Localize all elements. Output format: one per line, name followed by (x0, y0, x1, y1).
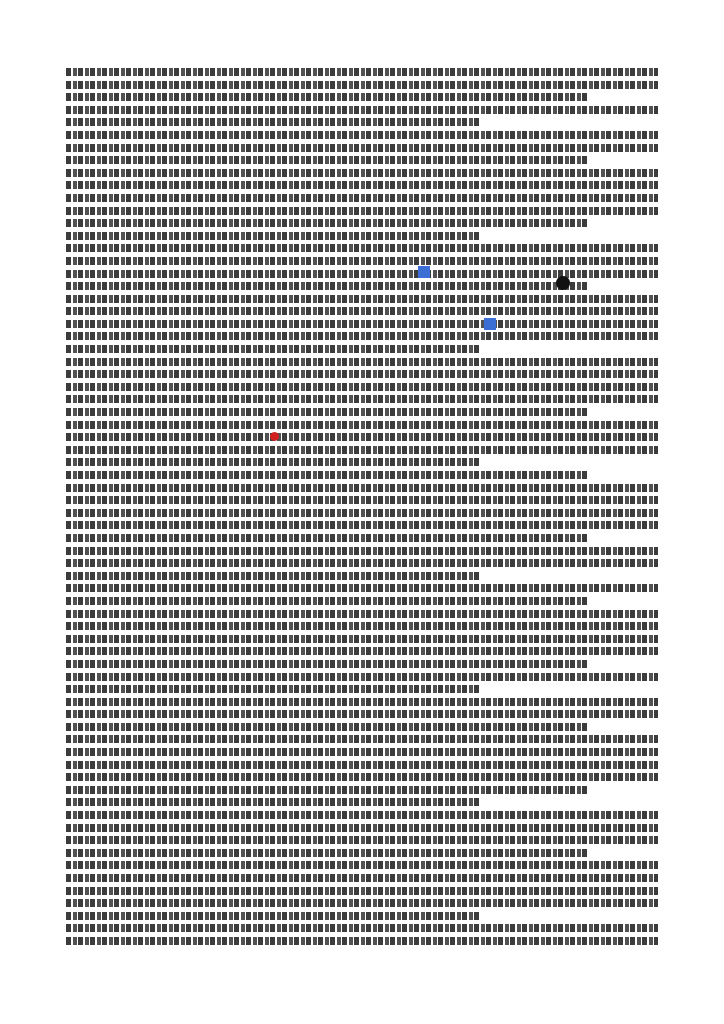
glyph-noise-line (66, 798, 480, 806)
glyph-noise-line (66, 572, 480, 580)
glyph-noise-line (66, 622, 658, 630)
glyph-noise-line (66, 144, 658, 152)
glyph-noise-line (66, 786, 587, 794)
glyph-noise-line (66, 635, 658, 643)
glyph-noise-line (66, 93, 587, 101)
glyph-noise-line (66, 232, 480, 240)
glyph-noise-line (66, 773, 658, 781)
glyph-noise-line (66, 559, 658, 567)
glyph-noise-line (66, 924, 658, 932)
glyph-noise-line (66, 698, 658, 706)
glyph-noise-line (66, 332, 658, 340)
glyph-noise-line (66, 181, 658, 189)
glyph-noise-line (66, 282, 587, 290)
glyph-noise-line (66, 811, 658, 819)
glyph-noise-line (66, 912, 480, 920)
glyph-noise-line (66, 156, 587, 164)
glyph-noise-line (66, 395, 658, 403)
glyph-noise-line (66, 207, 658, 215)
glyph-noise-line (66, 219, 587, 227)
glyph-noise-line (66, 68, 658, 76)
black-dot-mark (556, 276, 570, 290)
glyph-noise-line (66, 408, 587, 416)
glyph-noise-line (66, 370, 658, 378)
glyph-noise-line (66, 761, 658, 769)
glyph-noise-line (66, 534, 587, 542)
glyph-noise-line (66, 748, 658, 756)
glyph-noise-line (66, 81, 658, 89)
glyph-noise-line (66, 118, 480, 126)
glyph-noise-line (66, 307, 658, 315)
glyph-noise-line (66, 521, 658, 529)
glyph-noise-line (66, 874, 658, 882)
glyph-noise-line (66, 861, 658, 869)
glyph-noise-line (66, 244, 658, 252)
glyph-noise-line (66, 735, 658, 743)
glyph-noise-line (66, 270, 658, 278)
glyph-noise-line (66, 295, 658, 303)
blue-square-mark (484, 318, 496, 330)
glyph-noise-line (66, 433, 658, 441)
glyph-noise-line (66, 345, 480, 353)
glyph-noise-text-block (66, 68, 658, 950)
glyph-noise-line (66, 257, 658, 265)
glyph-noise-line (66, 131, 658, 139)
glyph-noise-line (66, 194, 658, 202)
glyph-noise-line (66, 723, 587, 731)
glyph-noise-line (66, 685, 480, 693)
blue-square-mark (418, 266, 430, 278)
glyph-noise-line (66, 673, 658, 681)
red-dot-mark (270, 432, 279, 441)
glyph-noise-line (66, 899, 658, 907)
glyph-noise-line (66, 320, 658, 328)
glyph-noise-line (66, 106, 658, 114)
glyph-noise-line (66, 496, 658, 504)
glyph-noise-line (66, 660, 587, 668)
glyph-noise-line (66, 446, 658, 454)
glyph-noise-line (66, 471, 587, 479)
glyph-noise-line (66, 887, 658, 895)
glyph-noise-line (66, 849, 587, 857)
glyph-noise-line (66, 647, 658, 655)
glyph-noise-line (66, 383, 658, 391)
glyph-noise-line (66, 584, 658, 592)
glyph-noise-line (66, 547, 658, 555)
glyph-noise-line (66, 937, 658, 945)
glyph-noise-line (66, 421, 658, 429)
glyph-noise-line (66, 169, 658, 177)
glyph-noise-line (66, 358, 658, 366)
glyph-noise-line (66, 597, 587, 605)
glyph-noise-line (66, 824, 658, 832)
glyph-noise-line (66, 484, 658, 492)
glyph-noise-line (66, 458, 480, 466)
glyph-noise-line (66, 610, 658, 618)
glyph-noise-line (66, 710, 658, 718)
glyph-noise-line (66, 836, 658, 844)
glyph-noise-line (66, 509, 658, 517)
